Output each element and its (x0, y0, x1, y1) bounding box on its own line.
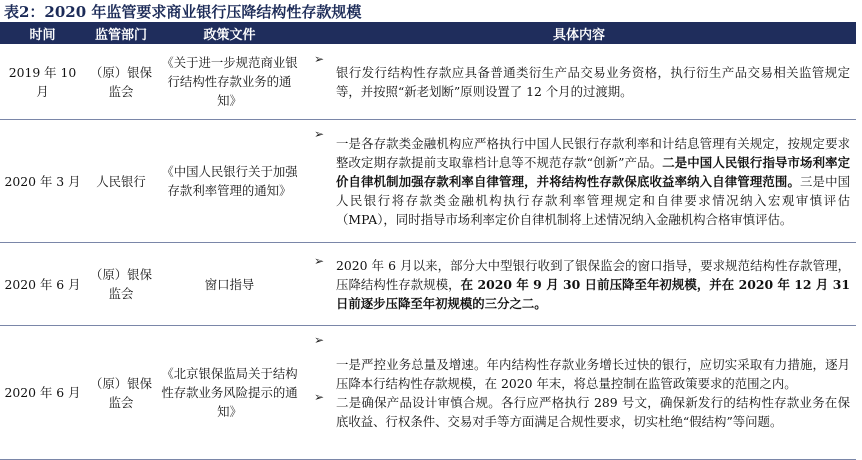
cell-time: 2019 年 10 月 (0, 44, 85, 120)
cell-doc: 《中国人民银行关于加强存款利率管理的通知》 (157, 120, 302, 243)
arrow-bullet-icon: ➢ (313, 390, 325, 404)
content-text: 一是各存款类金融机构应严格执行中国人民银行存款利率和计结息管理有关规定，按规定要求整改定期存款提前支取靠档计息等不规范存款“创新”产品。 (336, 135, 851, 170)
bullet-cell (302, 44, 336, 120)
arrow-bullet-icon: ➢ (313, 333, 325, 347)
table-header-row (0, 22, 856, 44)
bullet-cell (302, 326, 336, 460)
cell-content (336, 326, 856, 460)
cell-content (336, 243, 856, 326)
table-row (0, 120, 856, 243)
content-paragraph (336, 134, 850, 229)
cell-dept: （原）银保监会 (85, 44, 157, 120)
table-title: 表2：2020 年监管要求商业银行压降结构性存款规模 (4, 3, 362, 21)
arrow-bullet-icon: ➢ (313, 127, 325, 141)
header-dept: 监管部门 (85, 22, 157, 44)
table-row (0, 326, 856, 460)
table-row (0, 44, 856, 120)
cell-dept: （原）银保监会 (85, 243, 157, 326)
content-paragraph (336, 256, 850, 313)
content-bold-text: 二是中国人民银行指导市场利率定价自律机制加强存款利率自律管理，并将结构性存款保底收益率纳入自律管理范围。 (336, 154, 851, 189)
content-paragraph: 二是确保产品设计审慎合规。各行应严格执行 289 号文，确保新发行的结构性存款业务在保底收益、行权条件、交易对手等方面满足合规性要求，切实杜绝“假结构”等问题。 (336, 394, 851, 429)
header-content: 具体内容 (302, 22, 856, 44)
content-text: 三是中国人民银行将存款类金融机构执行存款利率管理规定和自律要求情况纳入宏观审慎评估（MPA），同时指导市场利率定价自律机制将上述情况纳入金融机构合格审慎评估。 (336, 173, 851, 227)
table-row (0, 243, 856, 326)
header-time: 时间 (0, 22, 85, 44)
cell-time: 2020 年 6 月 (0, 243, 85, 326)
arrow-bullet-icon: ➢ (313, 52, 325, 66)
cell-dept: （原）银保监会 (85, 326, 157, 460)
bullet-cell (302, 243, 336, 326)
cell-doc: 《北京银保监局关于结构性存款业务风险提示的通知》 (157, 326, 302, 460)
bullet-cell (302, 120, 336, 243)
cell-content (336, 44, 856, 120)
cell-content (336, 120, 856, 243)
policy-table (0, 22, 856, 460)
cell-doc: 窗口指导 (157, 243, 302, 326)
cell-time: 2020 年 3 月 (0, 120, 85, 243)
header-doc: 政策文件 (157, 22, 302, 44)
arrow-bullet-icon: ➢ (313, 254, 325, 268)
cell-doc: 《关于进一步规范商业银行结构性存款业务的通知》 (157, 44, 302, 120)
cell-time: 2020 年 6 月 (0, 326, 85, 460)
content-paragraph: 一是严控业务总量及增速。年内结构性存款业务增长过快的银行，应切实采取有力措施，逐月压降本行结构性存款规模，在 2020 年末，将总量控制在监管政策要求的范围之内。 (336, 356, 851, 391)
content-paragraph: 银行发行结构性存款应具备普通类衍生产品交易业务资格，执行衍生产品交易相关监管规定等，并按照“新老划断”原则设置了 12 个月的过渡期。 (336, 64, 851, 99)
cell-dept: 人民银行 (85, 120, 157, 243)
content-bold-text: 在 2020 年 9 月 30 日前压降至年初规模，并在 2020 年 12 月 31 日前逐步压降至年初规模的三分之二。 (336, 276, 851, 311)
content-text: 2020 年 6 月以来，部分大中型银行收到了银保监会的窗口指导，要求规范结构性存款管理，压降结构性存款规模， (336, 257, 851, 292)
